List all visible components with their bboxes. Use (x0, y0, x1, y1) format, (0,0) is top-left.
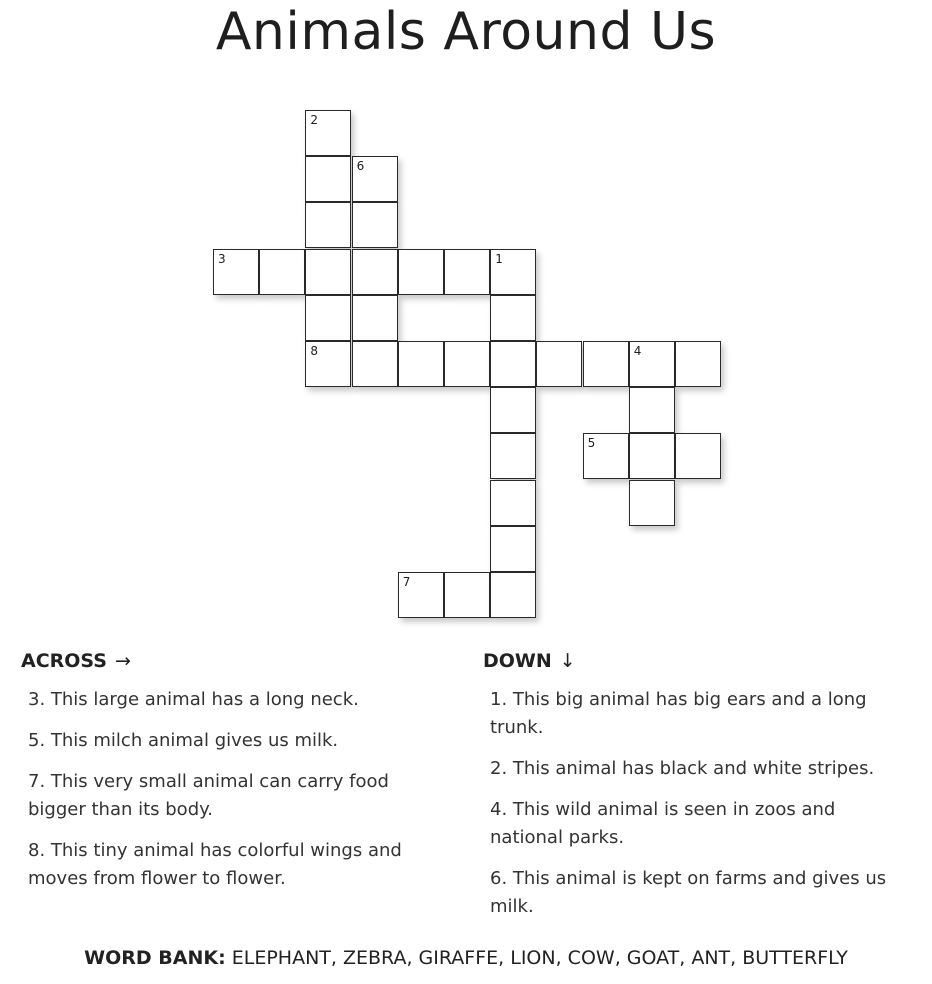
crossword-cell[interactable] (305, 295, 351, 341)
across-clue-5: 5. This milch animal gives us milk. (28, 730, 339, 751)
crossword-cell[interactable] (675, 341, 721, 387)
crossword-cell[interactable] (352, 156, 398, 202)
crossword-cell[interactable] (213, 249, 259, 295)
cell-number: 3 (218, 251, 226, 266)
crossword-cell[interactable] (352, 341, 398, 387)
across-heading-label: ACROSS (21, 650, 107, 672)
crossword-cell[interactable] (398, 572, 444, 618)
crossword-cell[interactable] (305, 110, 351, 156)
crossword-cell[interactable] (352, 202, 398, 248)
crossword-cell[interactable] (398, 249, 444, 295)
crossword-cell[interactable] (583, 341, 629, 387)
crossword-cell[interactable] (490, 480, 536, 526)
across-clue-7: 7. This very small animal can carry food bigger than its body. (28, 771, 389, 820)
down-section (483, 646, 908, 934)
crossword-cell[interactable] (259, 249, 305, 295)
down-clue-2: 2. This animal has black and white stripes. (490, 758, 875, 779)
cell-number: 7 (402, 575, 411, 589)
across-clue-8: 8. This tiny animal has colorful wings and moves from flower to flower. (28, 840, 402, 889)
crossword-cell[interactable] (305, 341, 351, 387)
down-heading-label: DOWN (483, 650, 552, 672)
word-bank-label: WORD BANK: (84, 947, 226, 969)
crossword-cell[interactable] (629, 341, 675, 387)
crossword-cell[interactable] (490, 433, 536, 479)
crossword-cell[interactable] (305, 202, 351, 248)
across-clue-3: 3. This large animal has a long neck. (28, 689, 359, 710)
page-title: Animals Around Us (215, 2, 717, 62)
word-bank (0, 947, 932, 969)
crossword-cell[interactable] (490, 249, 536, 295)
cell-number: 1 (495, 251, 503, 266)
crossword-cell[interactable] (305, 249, 351, 295)
crossword-cell[interactable] (490, 341, 536, 387)
crossword-cell[interactable] (398, 341, 444, 387)
crossword-cell[interactable] (352, 249, 398, 295)
crossword-cell[interactable] (490, 572, 536, 618)
crossword-cell[interactable] (629, 387, 675, 433)
crossword-cell[interactable] (583, 433, 629, 479)
cell-number: 4 (633, 344, 642, 358)
down-clue-6: 6. This animal is kept on farms and gives us milk. (490, 868, 887, 917)
crossword-cell[interactable] (675, 433, 721, 479)
crossword-cell[interactable] (490, 526, 536, 572)
crossword-cell[interactable] (536, 341, 582, 387)
cell-number: 5 (587, 436, 596, 451)
crossword-cell[interactable] (444, 249, 490, 295)
crossword-cell[interactable] (444, 572, 490, 618)
across-clue-list (21, 686, 441, 893)
crossword-cell[interactable] (490, 387, 536, 433)
across-section (21, 646, 441, 906)
word-bank-words: ELEPHANT, ZEBRA, GIRAFFE, LION, COW, GOAT, ANT, BUTTERFLY (231, 947, 848, 969)
right-arrow-icon: → (114, 650, 131, 672)
cell-number: 2 (310, 113, 319, 127)
cell-number: 6 (356, 159, 365, 174)
crossword-cell[interactable] (490, 295, 536, 341)
across-heading (21, 646, 441, 676)
cell-number: 8 (310, 344, 319, 358)
down-clue-4: 4. This wild animal is seen in zoos and national parks. (490, 799, 836, 848)
down-heading (483, 646, 908, 676)
crossword-cell[interactable] (629, 480, 675, 526)
down-clue-1: 1. This big animal has big ears and a long trunk. (490, 689, 867, 738)
crossword-cell[interactable] (305, 156, 351, 202)
crossword-cell[interactable] (352, 295, 398, 341)
down-clue-list (483, 686, 908, 921)
down-arrow-icon: ↓ (559, 650, 576, 672)
crossword-cell[interactable] (629, 433, 675, 479)
crossword-cell[interactable] (444, 341, 490, 387)
